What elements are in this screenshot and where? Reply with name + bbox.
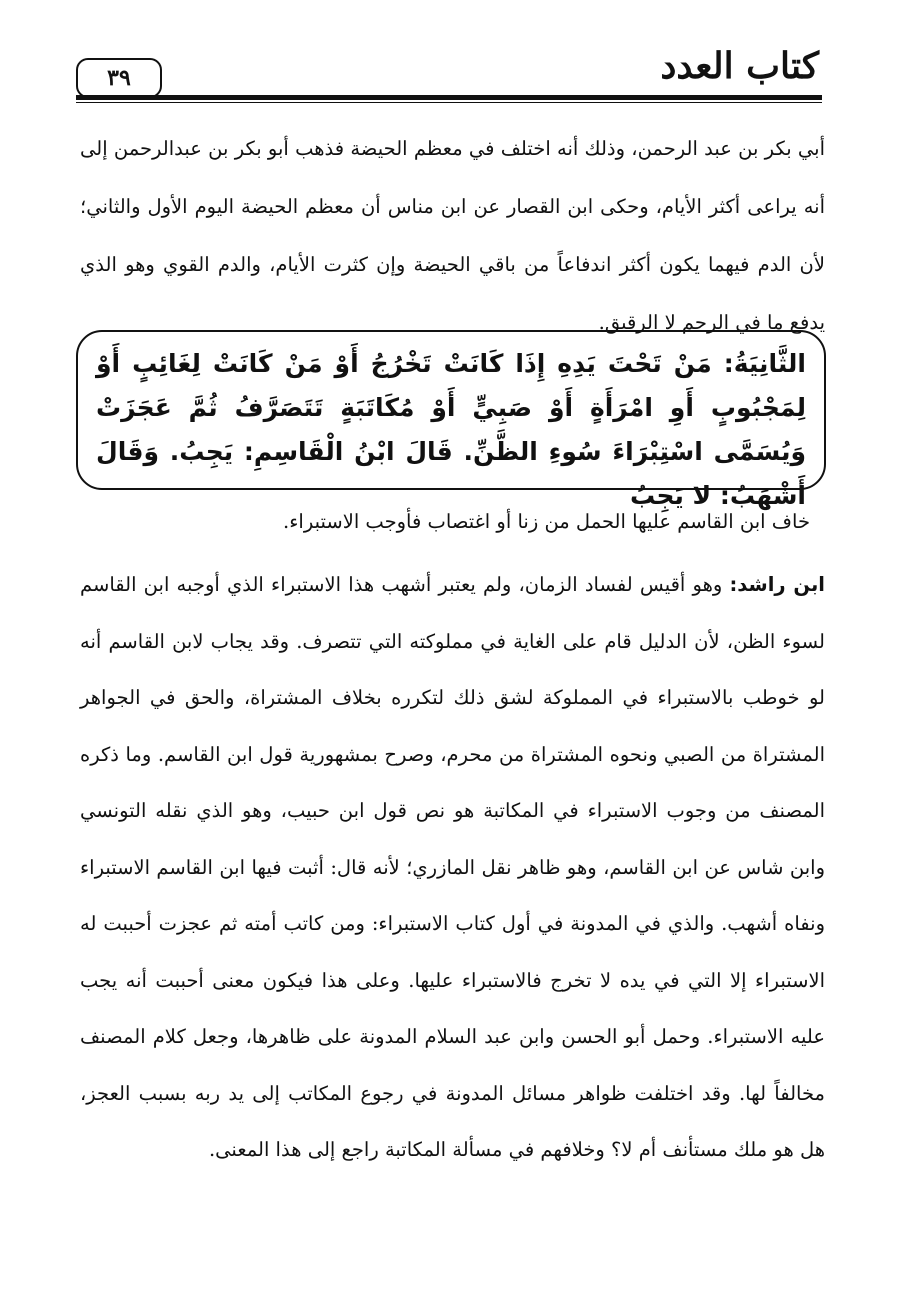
commentator-label: ابن راشد: [729, 573, 825, 596]
header-rule [76, 95, 822, 103]
matn-box [76, 330, 826, 510]
paragraph-commentary-2: خاف ابن القاسم عليها الحمل من زنا أو اغتصاب فأوجب الاستبراء. [283, 510, 810, 533]
paragraph-commentary-1: أبي بكر بن عبد الرحمن، وذلك أنه اختلف في معظم الحيضة فذهب أبو بكر بن عبدالرحمن إلى أنه يراعى أكثر الأيام، وحكى ابن القصار عن ابن مناس أن معظم الحيضة اليوم الأول والثاني؛ لأن الدم فيهما يكون أكثر اندفاعاً من باقي الحيضة وإن كثرت الأيام، والدم القوي وهو الذي يدفع ما في الرحم لا الرقيق. [80, 137, 825, 334]
commentary-text: وهو أقيس لفساد الزمان، ولم يعتبر أشهب هذا الاستبراء الذي أوجبه ابن القاسم لسوء الظن، لأن الدليل قام على الغاية في مملوكته التي تتصرف. وقد يجاب لابن القاسم أنه لو خوطب بالاستبراء في المملوكة لشق ذلك لتكرره بخلاف المشتراة، والحق في الجواهر المشتراة من الصبي ونحوه المشتراة من محرم، وصرح بمشهورية قول ابن القاسم. وما ذكره المصنف من وجوب الاستبراء في المكاتبة هو نص قول ابن حبيب، وهو الذي نقله التونسي وابن شاس عن ابن القاسم، وهو ظاهر نقل المازري؛ لأنه قال: أثبت فيها ابن القاسم الاستبراء ونفاه أشهب. والذي في المدونة في أول كتاب الاستبراء: ومن كاتب أمته ثم عجزت أحببت له الاستبراء إلا التي في يده لا تخرج فالاستبراء عليها. وعلى هذا فيكون معنى أحببت أنه يجب عليه الاستبراء. وحمل أبو الحسن وابن عبد السلام المدونة على ظاهرها، وجعل كلام المصنف مخالفاً لها. وقد اختلفت ظواهر مسائل المدونة في رجوع المكاتب إلى يد ربه بسبب العجز، هل هو ملك مستأنف أم لا؟ وخلافهم في مسألة المكاتبة راجع إلى هذا المعنى. [80, 573, 825, 1161]
page-header [0, 0, 905, 110]
book-title: كتاب العدد [660, 45, 819, 87]
matn-text: الثَّانِيَةُ: مَنْ تَحْتَ يَدِهِ إِذَا كَانَتْ تَخْرُجُ أَوْ مَنْ كَانَتْ لِغَائِبٍ أَوْ لِمَجْبُوبٍ أَوِ امْرَأَةٍ أَوْ صَبِيٍّ أَوْ مُكَاتَبَةٍ تَتَصَرَّفُ ثُمَّ عَجَزَتْ وَيُسَمَّى اسْتِبْرَاءَ سُوءِ الظَّنِّ. قَالَ ابْنُ الْقَاسِمِ: يَجِبُ. وَقَالَ أَشْهَبُ: لا يَجِبُ [96, 349, 806, 510]
paragraph-commentary-3 [80, 557, 825, 1179]
page-number-box [76, 58, 162, 98]
page-number: ٣٩ [107, 65, 131, 91]
